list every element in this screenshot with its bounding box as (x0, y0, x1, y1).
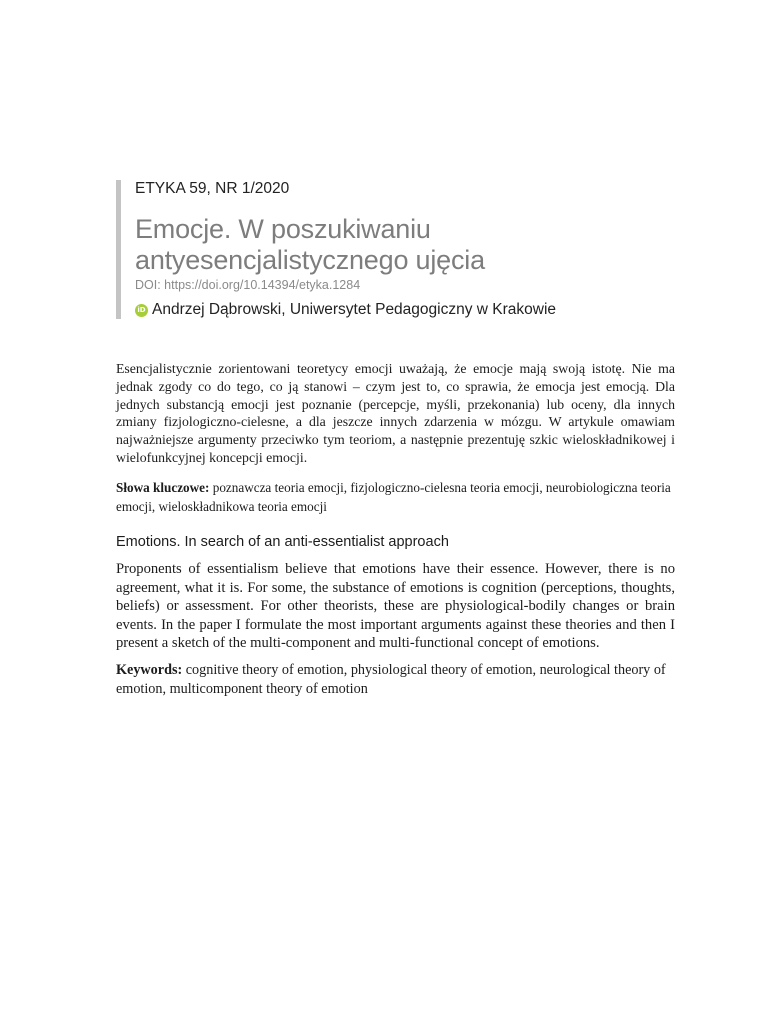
title-line-1: Emocje. W poszukiwaniu (135, 214, 431, 244)
title-line-2: antyesencjalistycznego ujęcia (135, 245, 485, 275)
article-header (116, 180, 675, 319)
keywords-polish-label: Słowa kluczowe: (116, 480, 210, 495)
author-affiliation (135, 301, 675, 319)
journal-issue: ETYKA 59, NR 1/2020 (135, 180, 290, 197)
keywords-polish (116, 479, 675, 516)
keywords-english-label: Keywords: (116, 662, 183, 678)
english-title: Emotions. In search of an anti-essentialist approach (116, 534, 449, 550)
author-name: Andrzej Dąbrowski, Uniwersytet Pedagogiczny w Krakowie (152, 301, 557, 318)
article-title (135, 214, 675, 276)
abstract-english: Proponents of essentialism believe that emotions have their essence. However, there is no agreement, what it is. For some, the substance of emotions is cognition (perceptions, thoughts, beliefs) or assessment. For other theorists, these are physiological-bodily changes or brain events. In the paper I formulate the most important arguments against these theories and then I present a sketch of the multi-component and multi-functional concept of emotions. (116, 561, 675, 652)
keywords-polish-text: poznawcza teoria emocji, fizjologiczno-cielesna teoria emocji, neurobiologiczna teoria emocji, wieloskładnikowa teoria emocji (116, 480, 671, 514)
doi-link[interactable]: DOI: https://doi.org/10.14394/etyka.1284 (135, 278, 361, 292)
keywords-english (116, 661, 675, 699)
keywords-english-text: cognitive theory of emotion, physiological theory of emotion, neurological theory of emotion, multicomponent theory of emotion (116, 662, 666, 697)
abstract-polish: Esencjalistycznie zorientowani teoretycy emocji uważają, że emocje mają swoją istotę. Nie ma jednak zgody co do tego, co ją stanowi – czym jest to, co sprawia, że emocja jest emocją. Dla jednych substancją emocji jest poznanie (percepcje, myśli, przekonania) lub oceny, dla innych zmiany fizjologiczno-cielesne, a dla jeszcze innych zdarzenia w mózgu. W artykule omawiam najważniejsze argumenty przeciwko tym teoriom, a następnie prezentuję szkic wieloskładnikowej i wielofunkcyjnej koncepcji emocji. (116, 361, 675, 465)
orcid-icon[interactable]: iD (135, 304, 148, 317)
